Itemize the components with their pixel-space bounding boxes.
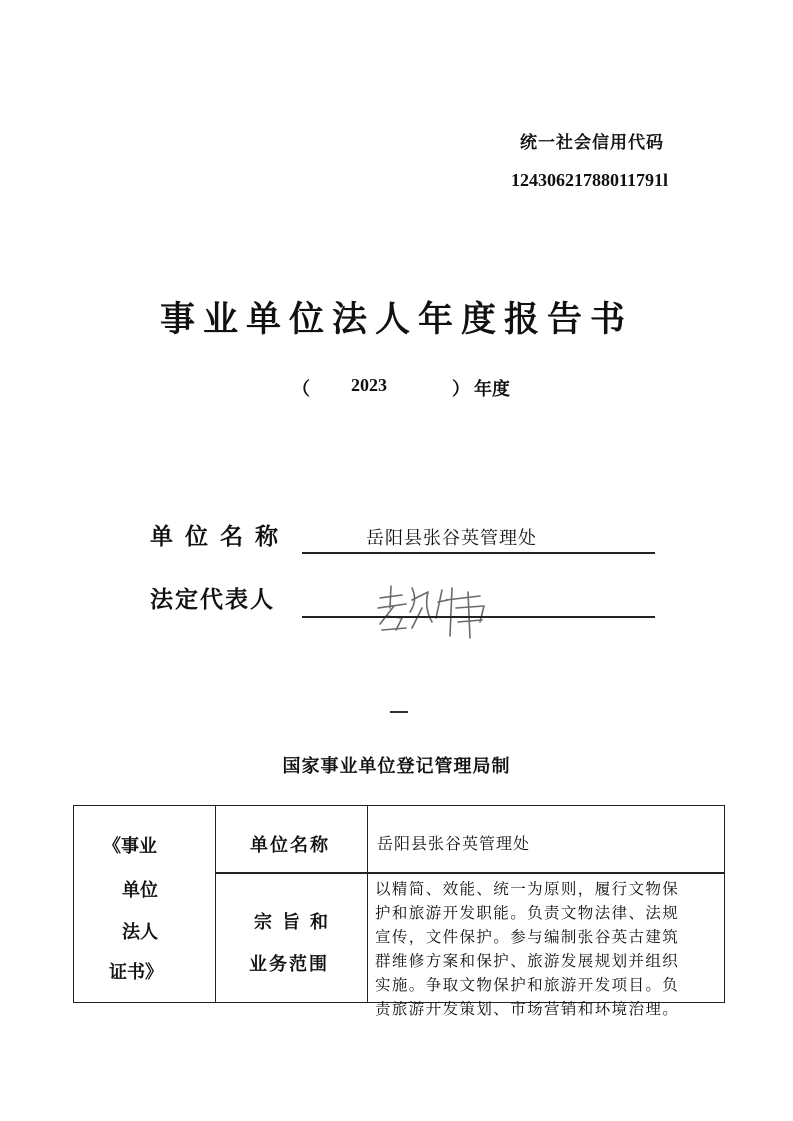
- year-close-paren: ）: [452, 379, 470, 400]
- credit-code-value: 12430621788011791l: [511, 170, 669, 190]
- scope-text-line: 以精简、效能、统一为原则，履行文物保: [375, 880, 680, 898]
- table-header-scope-line: 宗旨和: [254, 912, 338, 933]
- year-open-paren: （: [292, 379, 310, 400]
- table-cell-unit-name: 岳阳县张谷英管理处: [377, 834, 531, 853]
- unit-name-underline: [302, 552, 655, 554]
- table-header-scope-line: 业务范围: [249, 954, 329, 975]
- separator-dash: [390, 711, 408, 713]
- unit-name-label: 单位名称: [150, 524, 290, 550]
- issuer-text: 国家事业单位登记管理局制: [282, 756, 511, 777]
- year-suffix: 年度: [474, 379, 510, 400]
- table-header-unit-name: 单位名称: [250, 835, 330, 856]
- certificate-title-line: 法人: [122, 922, 158, 943]
- scope-text-line: 责旅游开发策划、市场营销和环境治理。: [375, 1000, 680, 1018]
- scope-text-line: 群维修方案和保护、旅游发展规划并组织: [375, 952, 680, 970]
- scope-text-line: 护和旅游开发职能。负责文物法律、法规: [375, 904, 680, 922]
- credit-code-label: 统一社会信用代码: [520, 133, 664, 153]
- certificate-title-line: 单位: [122, 880, 158, 901]
- unit-name-value: 岳阳县张谷英管理处: [366, 528, 537, 549]
- table-cell-scope: [375, 877, 720, 1021]
- scope-text-line: 宣传，文件保护。参与编制张谷英古建筑: [375, 928, 680, 946]
- legal-representative-label: 法定代表人: [150, 587, 275, 613]
- report-year: 2023: [351, 375, 387, 395]
- table-row-divider: [216, 872, 725, 874]
- certificate-title-line: 证书》: [109, 962, 163, 983]
- scope-text-line: 实施。争取文物保护和旅游开发项目。负: [375, 976, 680, 994]
- page-title: 事业单位法人年度报告书: [159, 300, 633, 340]
- legal-representative-underline: [302, 616, 655, 618]
- handwritten-signature: [372, 578, 502, 642]
- certificate-title-line: 《事业: [103, 836, 157, 857]
